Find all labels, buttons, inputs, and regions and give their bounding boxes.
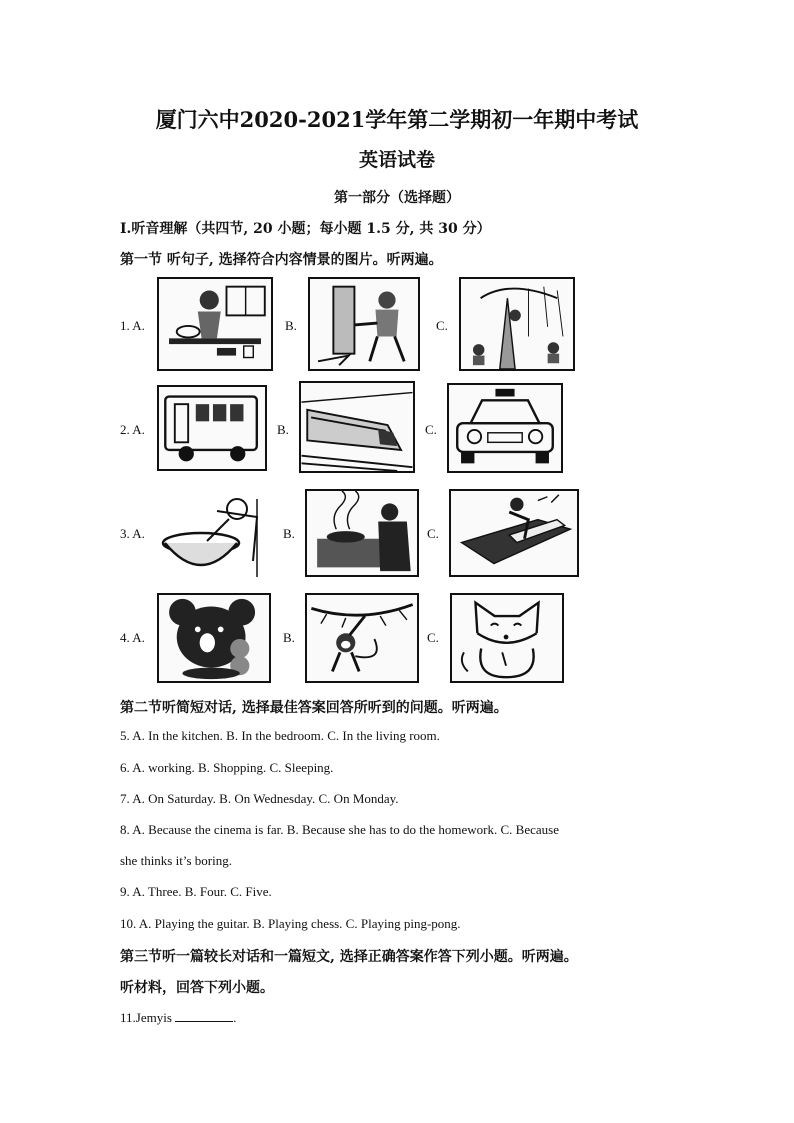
q3-label: 3. A. bbox=[120, 526, 145, 541]
q4-option-b: B. bbox=[283, 630, 295, 645]
question-8-continued: she thinks it’s boring. bbox=[120, 853, 232, 868]
section2-heading: 第二节听简短对话, 选择最佳答案回答所听到的问题。听两遍。 bbox=[120, 700, 508, 716]
q2-label: 2. A. bbox=[120, 422, 145, 437]
answer-blank bbox=[175, 1011, 233, 1022]
q2-option-c: C. bbox=[425, 422, 437, 437]
listening-heading: I.听音理解（共四节, 20 小题；每小题 1.5 分, 共 30 分） bbox=[120, 221, 491, 237]
boy-climbing-tree-picture-icon bbox=[459, 277, 575, 371]
monkey-picture-icon bbox=[305, 593, 419, 683]
q4-label: 4. A. bbox=[120, 630, 145, 645]
q1-option-c: C. bbox=[436, 318, 448, 333]
q2-option-b: B. bbox=[277, 422, 289, 437]
boy-cooking-picture-icon bbox=[157, 277, 273, 371]
section1-heading: 第一节 听句子, 选择符合内容情景的图片。听两遍。 bbox=[120, 252, 443, 268]
woman-sweeping-picture-icon bbox=[449, 489, 579, 577]
q1-option-b: B. bbox=[285, 318, 297, 333]
q3-option-b: B. bbox=[283, 526, 295, 541]
exam-subtitle: 英语试卷 bbox=[358, 149, 435, 171]
koala-picture-icon bbox=[157, 593, 271, 683]
question-5: 5. A. In the kitchen. B. In the bedroom. C. In the living room. bbox=[120, 728, 440, 743]
q3-option-c: C. bbox=[427, 526, 439, 541]
question-9: 9. A. Three. B. Four. C. Five. bbox=[120, 884, 272, 899]
exam-title: 厦门六中2020-2021学年第二学期初一年期中考试 bbox=[155, 107, 639, 132]
woman-washing-picture-icon bbox=[157, 491, 273, 577]
part-heading: 第一部分（选择题） bbox=[334, 190, 460, 206]
question-10: 10. A. Playing the guitar. B. Playing chess. C. Playing ping-pong. bbox=[120, 916, 461, 931]
section3-heading: 第三节听一篇较长对话和一篇短文, 选择正确答案作答下列小题。听两遍。 bbox=[120, 949, 578, 965]
question-7: 7. A. On Saturday. B. On Wednesday. C. On Monday. bbox=[120, 791, 399, 806]
woman-cooking-picture-icon bbox=[305, 489, 419, 577]
train-picture-icon bbox=[299, 381, 415, 473]
q1-label: 1. A. bbox=[120, 318, 145, 333]
taxi-picture-icon bbox=[447, 383, 563, 473]
question-6: 6. A. working. B. Shopping. C. Sleeping. bbox=[120, 760, 334, 775]
man-cutting-tree-picture-icon bbox=[308, 277, 420, 371]
bus-picture-icon bbox=[157, 385, 267, 471]
q4-option-c: C. bbox=[427, 630, 439, 645]
cat-picture-icon bbox=[450, 593, 564, 683]
question-11-text: 11.Jemyis bbox=[120, 1010, 172, 1025]
material-instruction: 听材料，回答下列小题。 bbox=[120, 980, 274, 996]
question-11: 11.Jemyis . bbox=[120, 1010, 237, 1025]
question-8: 8. A. Because the cinema is far. B. Because she has to do the homework. C. Because bbox=[120, 822, 559, 837]
